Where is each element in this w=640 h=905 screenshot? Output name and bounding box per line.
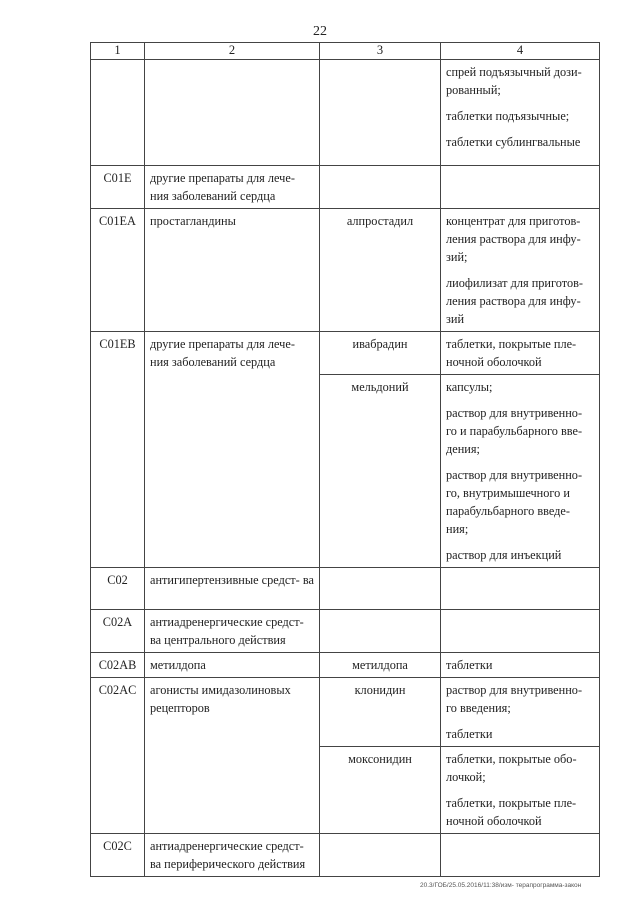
group-name-cell: антиадренергические средст- ва периферического действия [145,834,320,877]
group-name-cell: простагландины [145,209,320,332]
dosage-form: раствор для внутривенно- го введения; [446,683,583,715]
atc-code-cell: C02AC [91,678,145,834]
column-header-3: 3 [320,43,441,60]
table-row [91,209,600,332]
drug-name-cell [320,60,441,166]
table-row [91,610,600,653]
group-name-cell: антигипертензивные средст- ва [145,568,320,610]
table-row [91,678,600,747]
dosage-form: раствор для внутривенно- го, внутримышечного и парабульбарного введе- ния; [446,468,583,536]
dosage-form: таблетки [446,727,493,741]
dosage-forms-cell [441,678,600,747]
dosage-form: раствор для внутривенно- го и парабульбарного вве- дения; [446,406,583,456]
dosage-forms-cell [441,166,600,209]
column-header-4: 4 [441,43,600,60]
table-row [91,166,600,209]
page-number: 22 [313,24,327,39]
dosage-form: раствор для инъекций [446,548,562,562]
dosage-forms-cell [441,60,600,166]
group-name-cell: метилдопа [145,653,320,678]
dosage-forms-cell [441,332,600,375]
dosage-form: капсулы; [446,380,493,394]
drug-name-cell: моксонидин [320,747,441,834]
table-row [91,568,600,610]
dosage-forms-cell [441,209,600,332]
table-header-row [91,43,600,60]
dosage-forms-cell [441,834,600,877]
drug-name-cell [320,610,441,653]
drug-name-cell [320,166,441,209]
dosage-form: таблетки [446,658,493,672]
dosage-form: спрей подъязычный дози- рованный; [446,65,582,97]
dosage-forms-cell [441,653,600,678]
group-name-cell: антиадренергические средст- ва центрального действия [145,610,320,653]
dosage-form: лиофилизат для приготов- ления раствора для инфу- зий [446,276,583,326]
atc-code-cell [91,60,145,166]
dosage-forms-cell [441,375,600,568]
dosage-forms-cell [441,568,600,610]
table-row [91,332,600,375]
table-row [91,653,600,678]
dosage-form: таблетки сублингвальные [446,135,581,149]
drug-name-cell: метилдопа [320,653,441,678]
group-name-cell: другие препараты для лече- ния заболеваний сердца [145,166,320,209]
dosage-forms-cell [441,610,600,653]
table-row [91,60,600,166]
dosage-forms-cell [441,747,600,834]
atc-code-cell: C02A [91,610,145,653]
group-name-cell: другие препараты для лече- ния заболеваний сердца [145,332,320,568]
drug-name-cell: ивабрадин [320,332,441,375]
dosage-form: таблетки подъязычные; [446,109,570,123]
atc-code-cell: C01EA [91,209,145,332]
atc-code-cell: C02AB [91,653,145,678]
group-name-cell: агонисты имидазолиновых рецепторов [145,678,320,834]
atc-code-cell: C02C [91,834,145,877]
footer-stamp: 20.3/ГОБ/25.05.2016/11:38/изм- терапрограмма-закон [420,882,582,889]
dosage-form: концентрат для приготов- ления раствора для инфу- зий; [446,214,581,264]
dosage-form: таблетки, покрытые пле- ночной оболочкой [446,796,577,828]
atc-code-cell: C01E [91,166,145,209]
group-name-cell [145,60,320,166]
dosage-form: таблетки, покрытые пле- ночной оболочкой [446,337,577,369]
atc-code-cell: C01EB [91,332,145,568]
column-header-1: 1 [91,43,145,60]
drug-name-cell: алпростадил [320,209,441,332]
drug-name-cell: мельдоний [320,375,441,568]
drug-name-cell [320,834,441,877]
table-row [91,834,600,877]
dosage-form: таблетки, покрытые обо- лочкой; [446,752,577,784]
drug-name-cell [320,568,441,610]
drug-name-cell: клонидин [320,678,441,747]
drug-list-table [90,42,600,877]
atc-code-cell: C02 [91,568,145,610]
column-header-2: 2 [145,43,320,60]
